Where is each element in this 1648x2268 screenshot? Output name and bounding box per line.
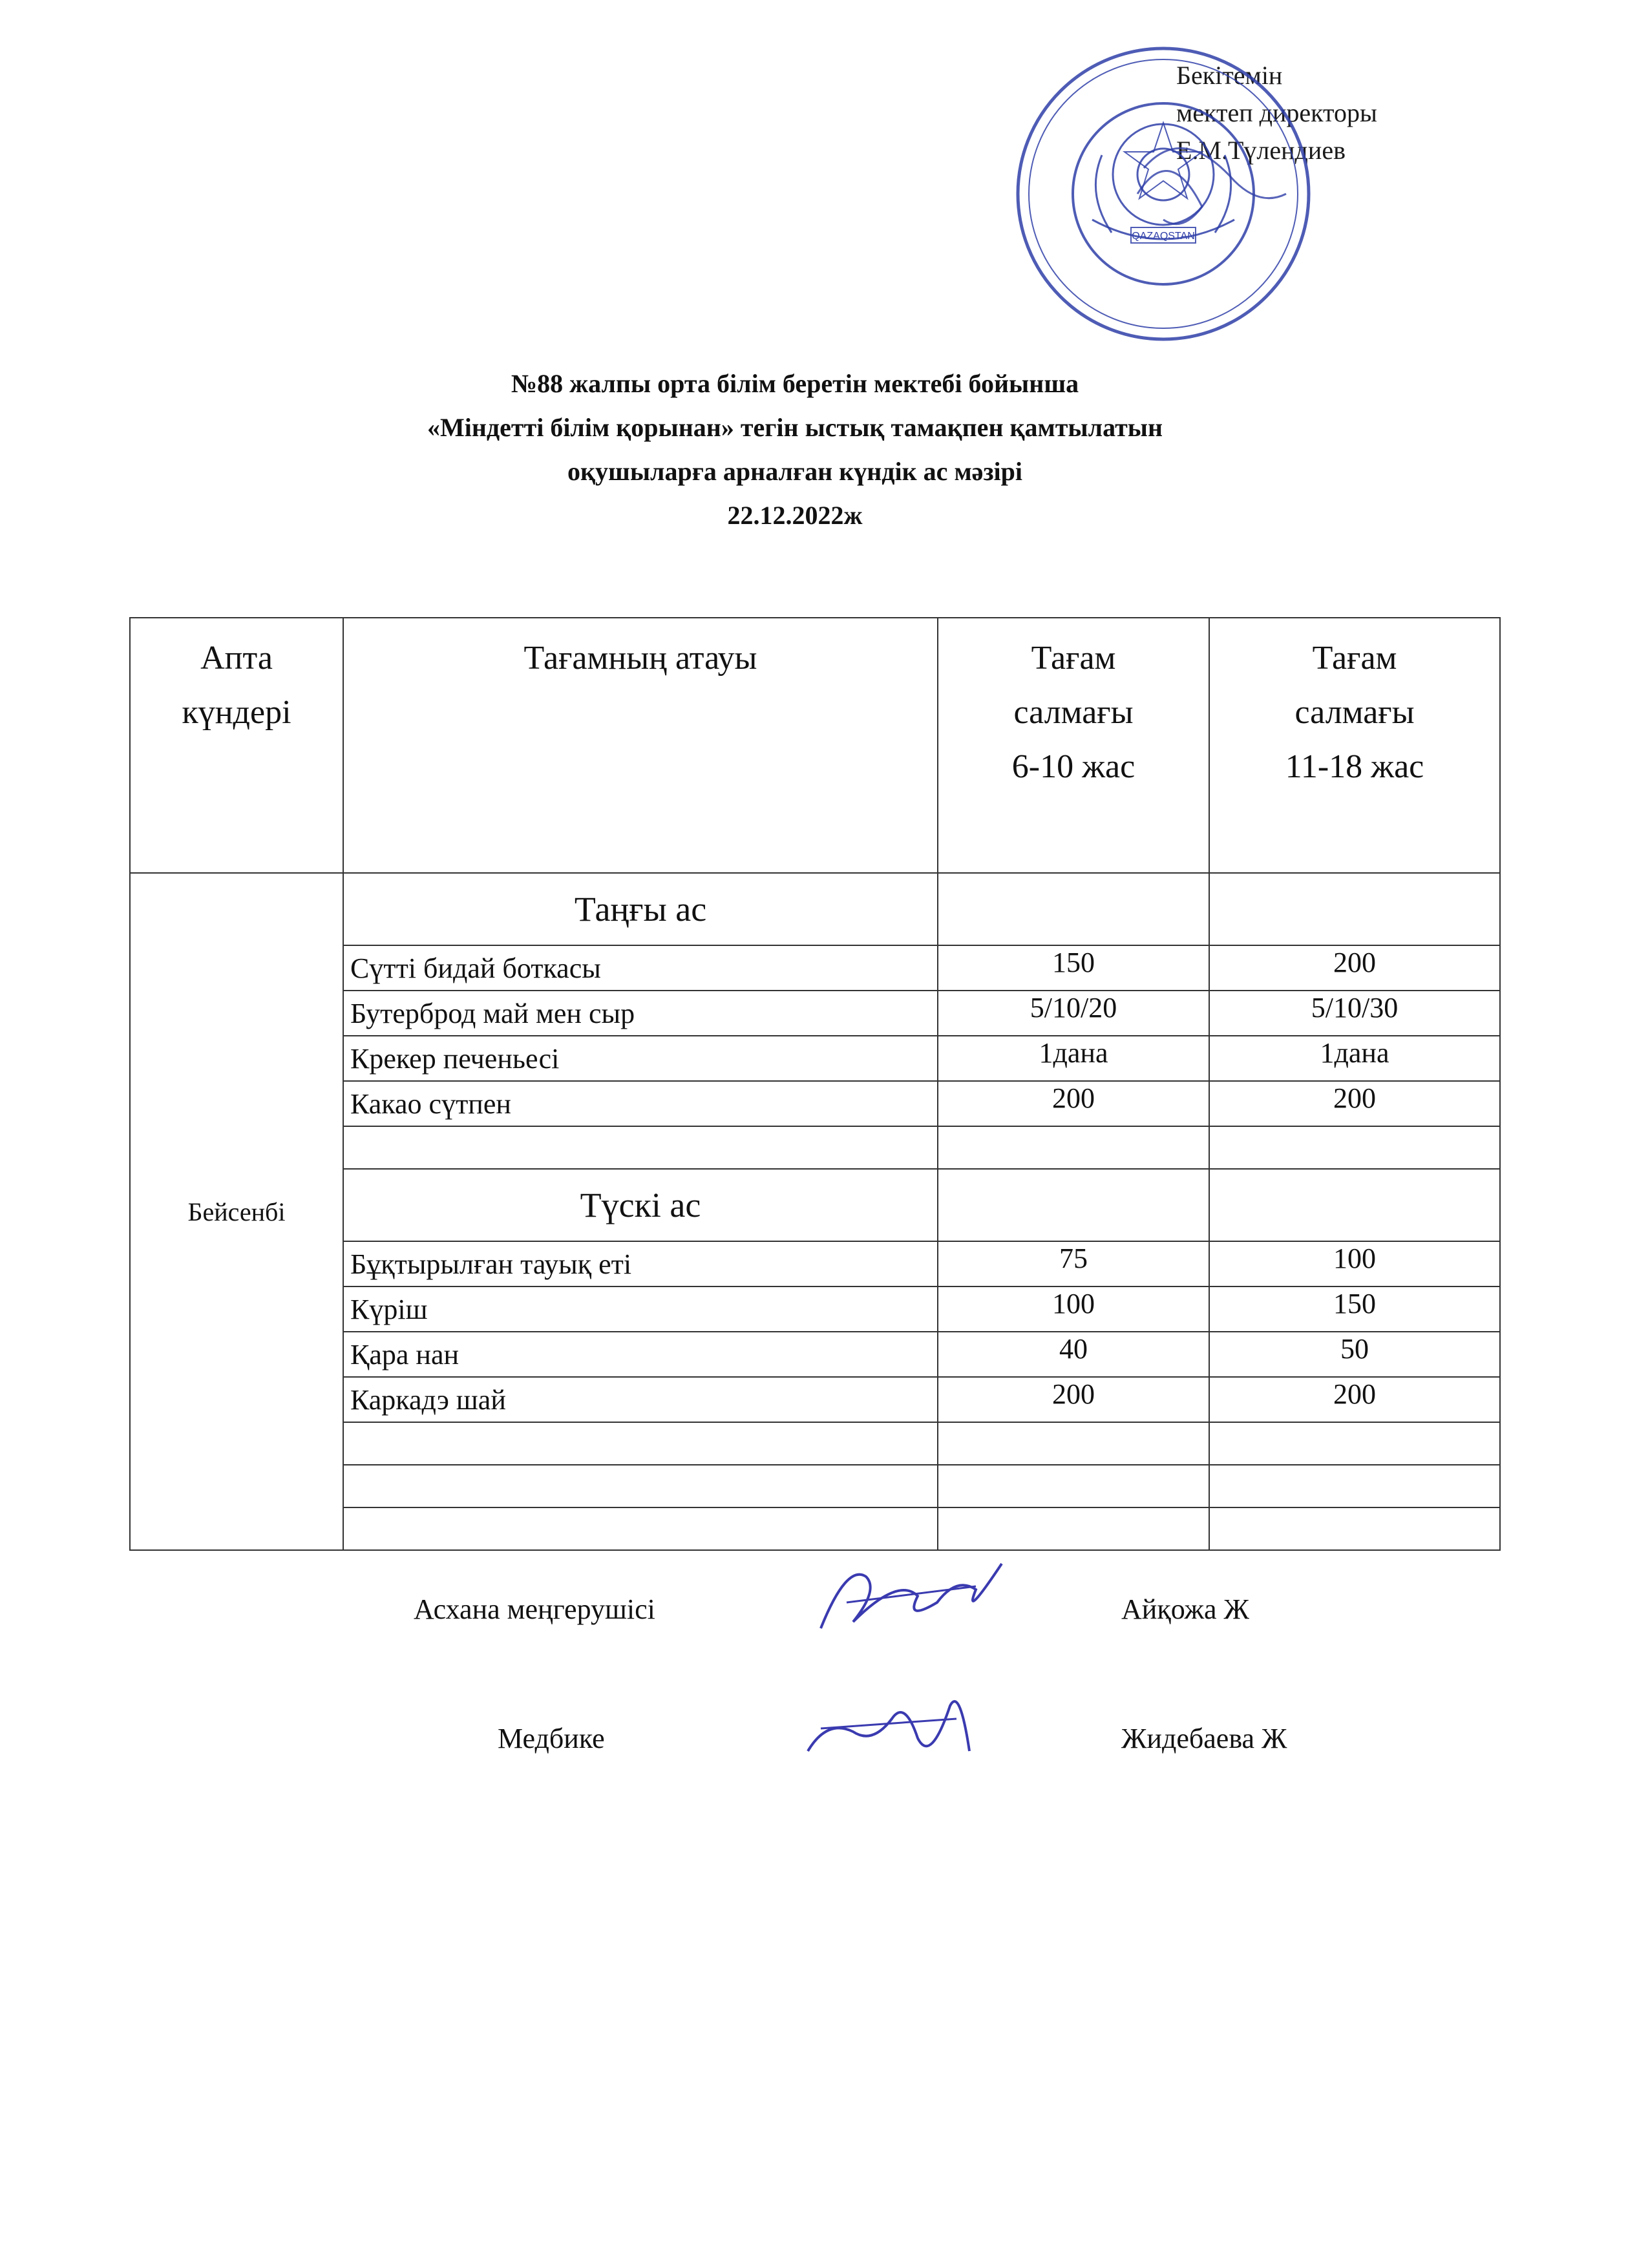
breakfast-row bbox=[130, 873, 1500, 945]
weight-young: 1дана bbox=[938, 1036, 1209, 1081]
signature-name: Айқожа Ж bbox=[1121, 1593, 1249, 1625]
weight-young: 150 bbox=[938, 945, 1209, 991]
weight-old: 50 bbox=[1209, 1332, 1500, 1377]
official-stamp bbox=[989, 26, 1325, 349]
signature-name: Жидебаева Ж bbox=[1121, 1723, 1287, 1754]
signature-role: Медбике bbox=[498, 1723, 605, 1754]
signature-row-canteen bbox=[0, 1544, 1648, 1661]
dish-name: Каркадэ шай bbox=[343, 1377, 938, 1422]
dish-name: Қара нан bbox=[343, 1332, 938, 1377]
dish-name: Бутерброд май мен сыр bbox=[343, 991, 938, 1036]
stamp-center-label: QAZAQSTAN bbox=[1132, 231, 1195, 242]
dish-name: Сүтті бидай боткасы bbox=[343, 945, 938, 991]
header-weight-young: Тағам салмағы 6-10 жас bbox=[938, 618, 1209, 873]
signature-row-nurse bbox=[0, 1674, 1648, 1790]
weight-old: 200 bbox=[1209, 945, 1500, 991]
handwritten-signature bbox=[808, 1551, 1015, 1648]
signature-role: Асхана меңгерушісі bbox=[414, 1593, 655, 1625]
dish-name: Какао сүтпен bbox=[343, 1081, 938, 1126]
weight-young: 75 bbox=[938, 1241, 1209, 1286]
weight-old: 5/10/30 bbox=[1209, 991, 1500, 1036]
handwritten-signature bbox=[795, 1680, 1002, 1777]
weight-young: 40 bbox=[938, 1332, 1209, 1377]
weight-young: 200 bbox=[938, 1081, 1209, 1126]
menu-table bbox=[129, 617, 1501, 1551]
approval-line-1: Бекітемін bbox=[1176, 61, 1283, 90]
title-date: 22.12.2022ж bbox=[727, 501, 863, 530]
weight-young: 5/10/20 bbox=[938, 991, 1209, 1036]
breakfast-label: Таңғы ас bbox=[343, 873, 938, 945]
document-title bbox=[194, 362, 1396, 538]
lunch-label: Түскі ас bbox=[343, 1169, 938, 1241]
weight-old: 1дана bbox=[1209, 1036, 1500, 1081]
weight-young: 200 bbox=[938, 1377, 1209, 1422]
table-header-row bbox=[130, 618, 1500, 873]
weight-old: 200 bbox=[1209, 1081, 1500, 1126]
approval-line-3: Е.М.Түлендиев bbox=[1176, 136, 1346, 165]
dish-name: Крекер печеньесі bbox=[343, 1036, 938, 1081]
header-weight-old: Тағам салмағы 11-18 жас bbox=[1209, 618, 1500, 873]
weight-old: 100 bbox=[1209, 1241, 1500, 1286]
approval-line-2: мектеп директоры bbox=[1176, 98, 1377, 127]
dish-name: Күріш bbox=[343, 1286, 938, 1332]
weight-old: 200 bbox=[1209, 1377, 1500, 1422]
header-dish: Тағамның атауы bbox=[343, 618, 938, 873]
title-line-1: №88 жалпы орта білім беретін мектебі бойынша bbox=[511, 369, 1079, 398]
weight-old: 150 bbox=[1209, 1286, 1500, 1332]
weight-young: 100 bbox=[938, 1286, 1209, 1332]
day-cell: Бейсенбі bbox=[130, 873, 343, 1550]
header-day: Апта күндері bbox=[130, 618, 343, 873]
title-line-2: «Міндетті білім қорынан» тегін ыстық тамақпен қамтылатын bbox=[427, 413, 1163, 442]
dish-name: Бұқтырылған тауық еті bbox=[343, 1241, 938, 1286]
title-line-3: оқушыларға арналған күндік ас мәзірі bbox=[567, 457, 1022, 486]
